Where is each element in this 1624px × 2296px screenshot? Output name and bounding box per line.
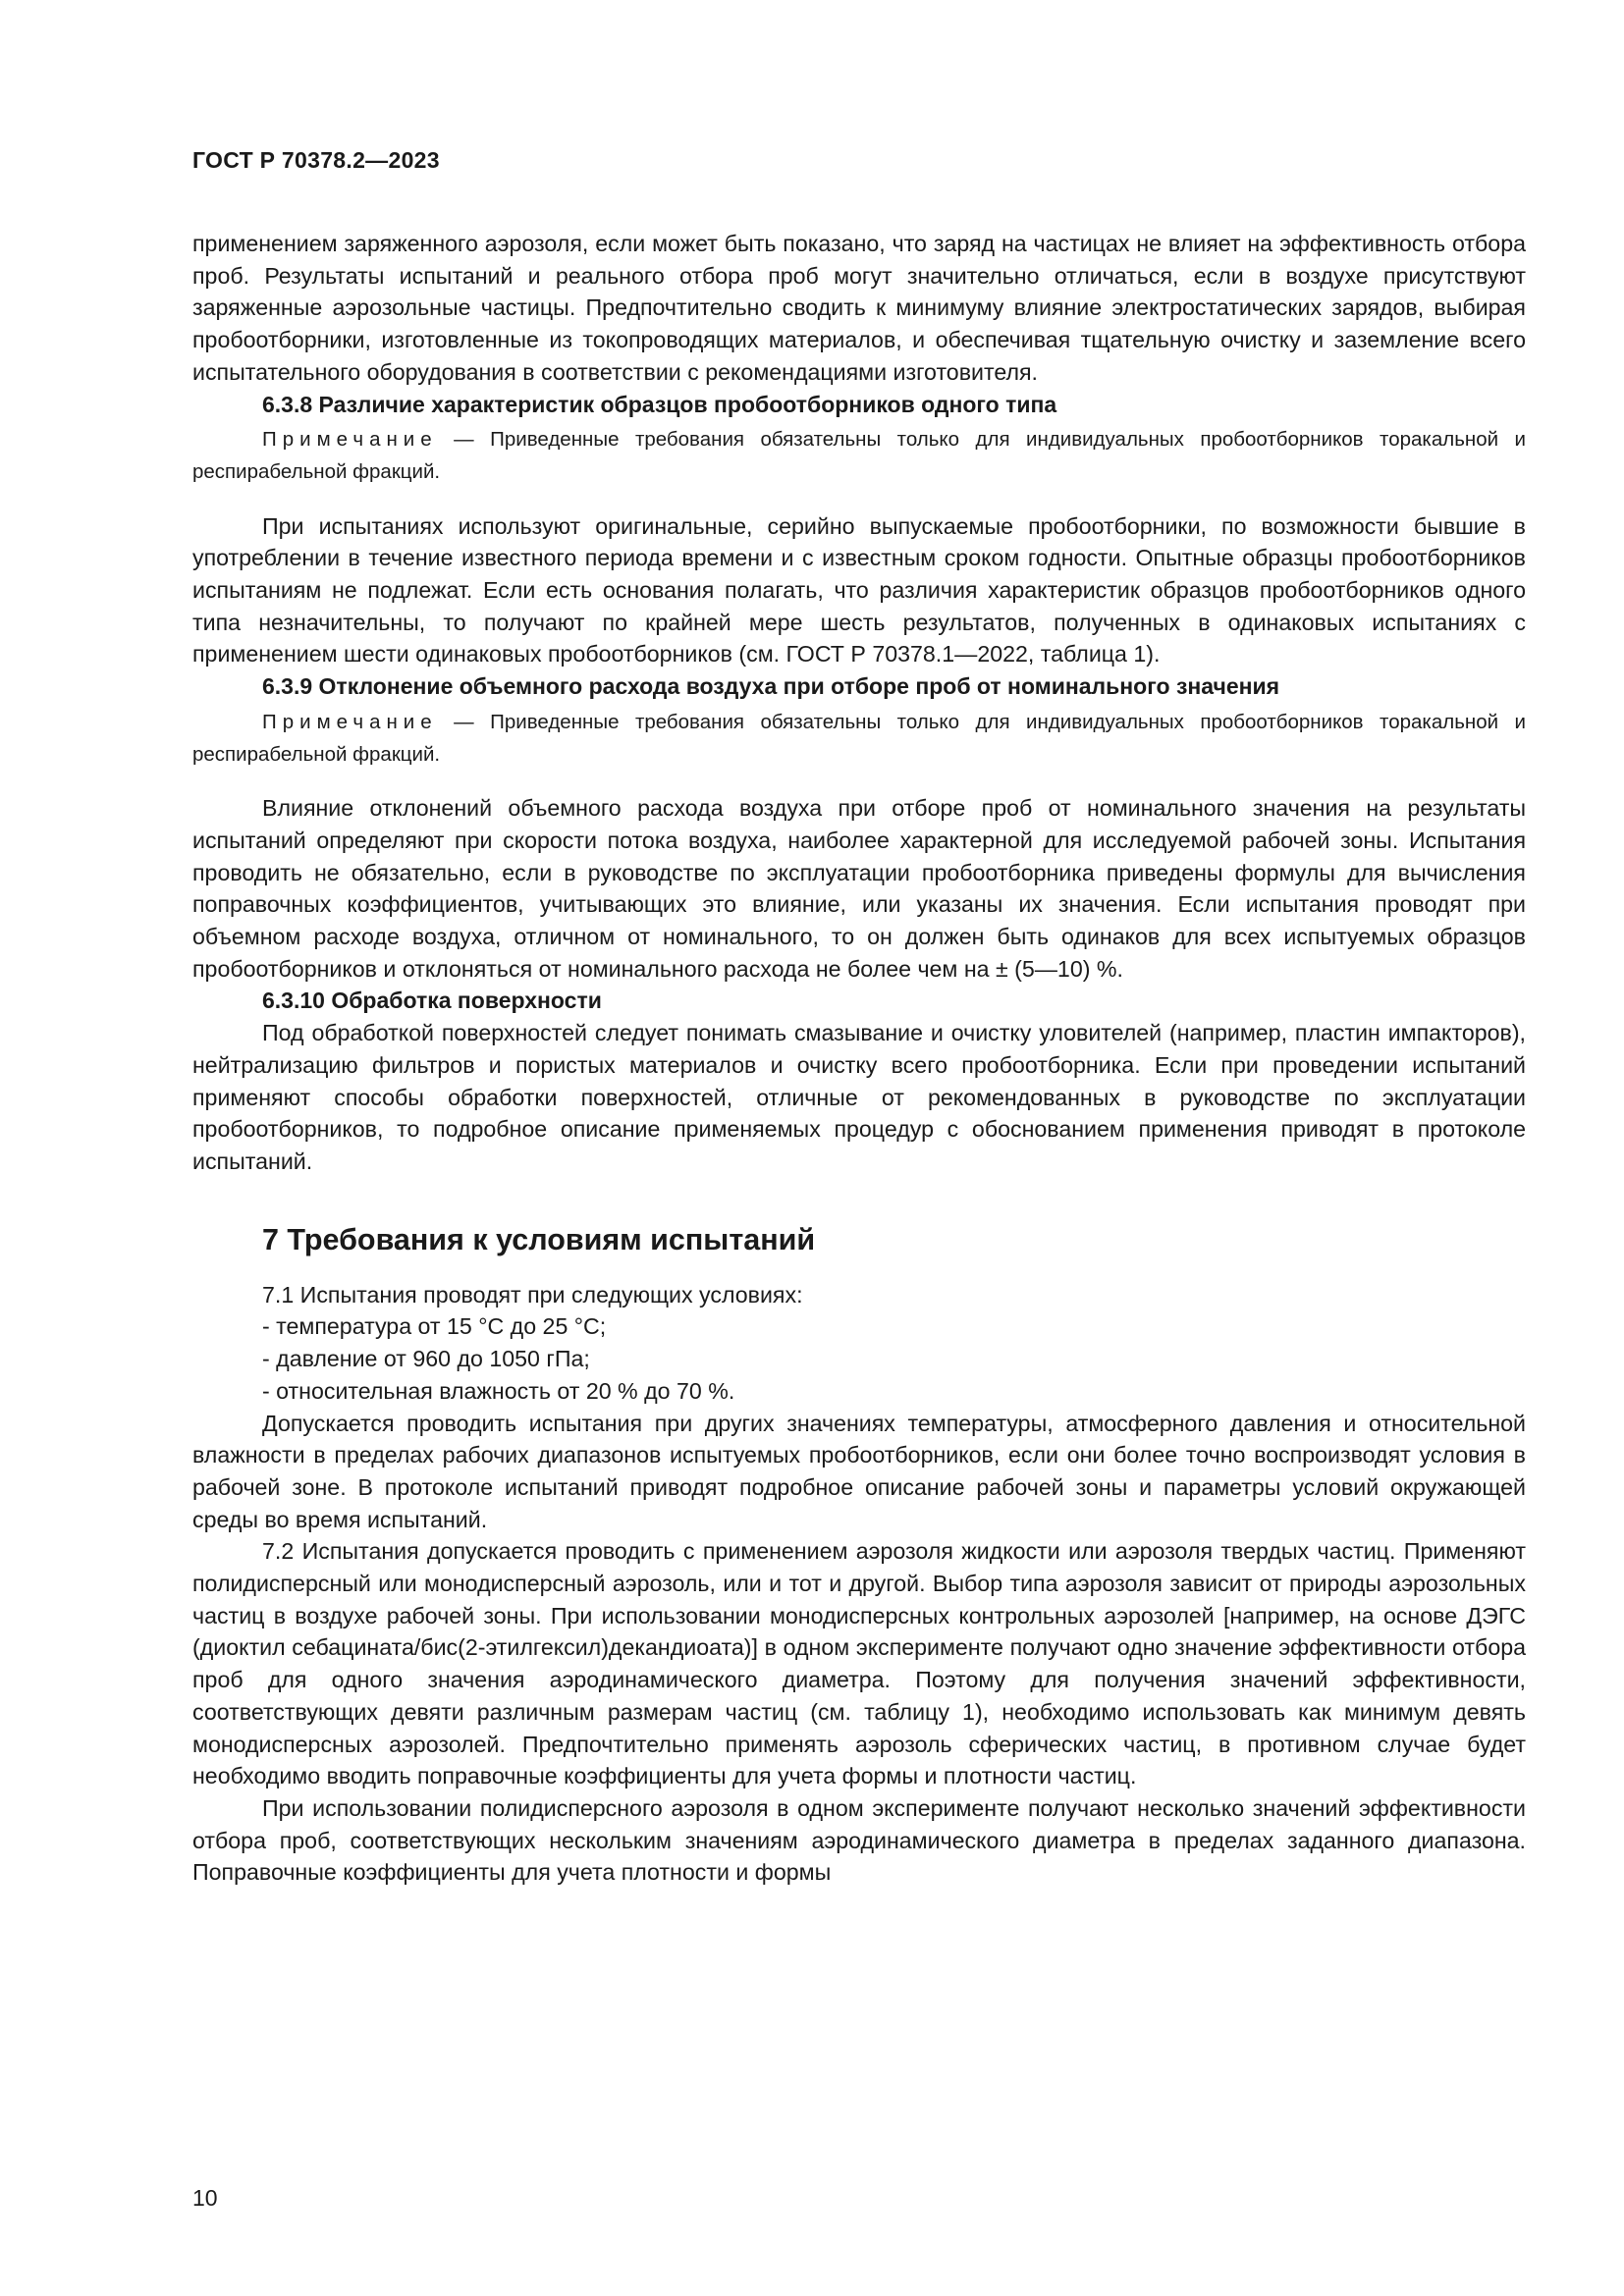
note-label: Примечание [262,710,438,733]
note-text: — Приведенные требования обязательны только для индивидуальных пробоотборников торакальной и респирабельной фракций. [192,710,1526,766]
page-number: 10 [192,2185,218,2211]
paragraph-7-2: 7.2 Испытания допускается проводить с применением аэрозоля жидкости или аэрозоля твердых частиц. Применяют полидисперсный или монодисперсный аэрозоль, или и тот и другой. Выбор типа аэрозоля зависит от природы аэрозольных частиц в воздухе рабочей зоны. При использовании монодисперсных контрольных аэрозолей [например, на основе ДЭГС (диоктил себацината/бис(2-этилгексил)декандиоата)] в одном эксперименте получают одно значение эффективности отбора проб для одного значения аэродинамического диаметра. Поэтому для получения значений эффективности, соответствующих девяти различным размерам частиц (см. таблицу 1), необходимо использовать как минимум девять монодисперсных аэрозолей. Предпочтительно применять аэрозоль сферических частиц, в противном случае будет необходимо вводить поправочные коэффициенты для учета формы и плотности частиц. [192,1538,1526,1789]
list-item: - относительная влажность от 20 % до 70 %. [262,1377,735,1404]
note-6-3-8 [192,424,1526,488]
paragraph-6-3-9: Влияние отклонений объемного расхода воздуха при отборе проб от номинального значения на результаты испытаний определяют при скорости потока воздуха, наиболее характерной для исследуемой рабочей зоны. Испытания проводить не обязательно, если в руководстве по эксплуатации пробоотборника приведены формулы для вычисления поправочных коэффициентов, учитывающих это влияние, или указаны их значения. Если испытания проводят при объемном расходе воздуха, отличном от номинального, то он должен быть одинаков для всех испытуемых образцов пробоотборников и отклоняться от номинального расхода не более чем на ± (5—10) %. [192,795,1526,982]
paragraph-7-2-continued: При использовании полидисперсного аэрозоля в одном эксперименте получают несколько значений эффективности отбора проб, соответствующих нескольким значениям аэродинамического диаметра в пределах заданного диапазона. Поправочные коэффициенты для учета плотности и формы [192,1794,1526,1886]
subsection-6-3-9-heading: 6.3.9 Отклонение объемного расхода воздуха при отборе проб от номинального значения [262,673,1280,700]
section-7-title: 7 Требования к условиям испытаний [262,1222,816,1256]
paragraph-6-3-8: При испытаниях используют оригинальные, серийно выпускаемые пробоотборники, по возможности бывшие в употреблении в течение известного периода времени и с известным сроком годности. Опытные образцы пробоотборников испытаниям не подлежат. Если есть основания полагать, что различия характеристик образцов пробоотборников одного типа незначительны, то получают по крайней мере шесть результатов, полученных в одинаковых испытаниях с применением шести одинаковых пробоотборников (см. ГОСТ Р 70378.1—2022, таблица 1). [192,512,1526,667]
note-text: — Приведенные требования обязательны только для индивидуальных пробоотборников торакальной и респирабельной фракций. [192,428,1526,483]
document-code-header: ГОСТ Р 70378.2—2023 [192,147,440,173]
paragraph-intro: применением заряженного аэрозоля, если может быть показано, что заряд на частицах не влияет на эффективность отбора проб. Результаты испытаний и реального отбора проб могут значительно отличаться, если в воздухе присутствуют заряженные аэрозольные частицы. Предпочтительно сводить к минимуму влияние электростатических зарядов, выбирая пробоотборники, изготовленные из токопроводящих материалов, и обеспечивая тщательную очистку и заземление всего испытательного оборудования в соответствии с рекомендациями изготовителя. [192,231,1526,385]
list-item: - температура от 15 °C до 25 °C; [262,1313,607,1340]
note-label: Примечание [262,428,438,452]
subsection-6-3-8-heading: 6.3.8 Различие характеристик образцов пробоотборников одного типа [262,391,1057,417]
paragraph-7-1-continued: Допускается проводить испытания при других значениях температуры, атмосферного давления и относительной влажности в пределах рабочих диапазонов испытуемых пробоотборников, если они более точно воспроизводят условия в рабочей зоне. В протоколе испытаний приводят подробное описание рабочей зоны и параметры условий окружающей среды во время испытаний. [192,1410,1526,1532]
list-item: - давление от 960 до 1050 гПа; [262,1346,590,1372]
subsection-6-3-10-heading: 6.3.10 Обработка поверхности [262,988,602,1014]
paragraph-7-1: 7.1 Испытания проводят при следующих условиях: [262,1281,803,1308]
document-page [192,228,1526,1889]
note-6-3-9 [192,707,1526,771]
paragraph-6-3-10: Под обработкой поверхностей следует понимать смазывание и очистку уловителей (например, пластин импакторов), нейтрализацию фильтров и пористых материалов и очистку всего пробоотборника. Если при проведении испытаний применяют способы обработки поверхностей, отличные от рекомендованных в руководстве по эксплуатации пробоотборников, то подробное описание применяемых процедур с обоснованием применения приводят в протоколе испытаний. [192,1020,1526,1174]
